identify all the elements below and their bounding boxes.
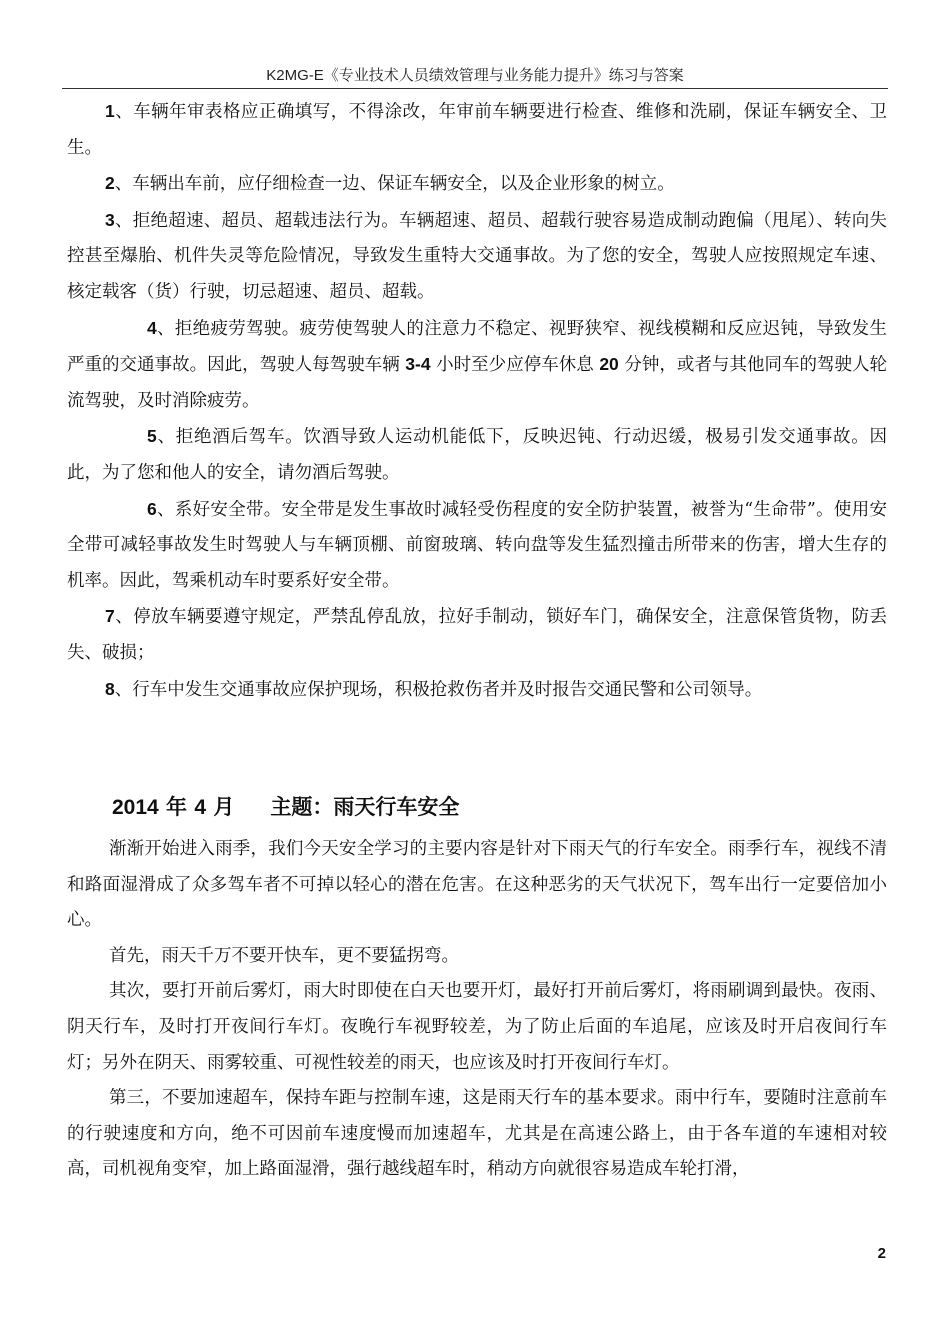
section-month-unit: 月 <box>206 794 235 820</box>
body-paragraph-4: 第三，不要加速超车，保持车距与控制车速，这是雨天行车的基本要求。雨中行车，要随时注意前车的行驶速度和方向，绝不可因前车速度慢而加速超车，尤其是在高速公路上，由于各车道的车速相对较高，司机视角变窄，加上路面湿滑，强行越线超车时，稍动方向就很容易造成车轮打滑， <box>67 1088 887 1180</box>
body-paragraph-1: 渐渐开始进入雨季，我们今天安全学习的主要内容是针对下雨天气的行车安全。雨季行车，视线不清和路面湿滑成了众多驾车者不可掉以轻心的潜在危害。在这种恶劣的天气状况下，驾车出行一定要倍加小心。 <box>67 839 887 931</box>
rule-number: 7 <box>105 606 115 627</box>
rule-item-6 <box>67 492 887 600</box>
page-header: K2MG-E《专业技术人员绩效管理与业务能力提升》练习与答案 <box>266 67 684 84</box>
section-topic: 主题：雨天行车安全 <box>270 794 460 820</box>
rule-text: 、行车中发生交通事故应保护现场，积极抢救伤者并及时报告交通民警和公司领导。 <box>114 679 763 700</box>
rule-hours: 3-4 <box>405 354 431 375</box>
rule-item-3 <box>67 203 887 311</box>
rule-number: 8 <box>105 678 115 699</box>
section-heading <box>67 788 887 826</box>
rule-text: 、车辆年审表格应正确填写，不得涂改，年审前车辆要进行检查、维修和洗刷，保证车辆安全、卫生。 <box>67 102 887 158</box>
rule-text: 、停放车辆要遵守规定，严禁乱停乱放，拉好手制动，锁好车门，确保安全，注意保管货物，防丢失、破损； <box>67 607 887 663</box>
rule-number: 3 <box>105 209 115 230</box>
rule-text: 、车辆出车前，应仔细检查一边、保证车辆安全，以及企业形象的树立。 <box>114 174 675 195</box>
rule-item-8 <box>67 672 887 709</box>
section-spacer <box>67 708 887 788</box>
rule-item-7 <box>67 599 887 671</box>
body-paragraph-3: 其次，要打开前后雾灯，雨大时即使在白天也要开灯，最好打开前后雾灯，将雨刷调到最快。夜雨、阴天行车，及时打开夜间行车灯。夜晚行车视野较差，为了防止后面的车追尾，应该及时开启夜间行车灯；另外在阴天、雨雾较重、可视性较差的雨天，也应该及时打开夜间行车灯。 <box>67 981 887 1073</box>
rule-text: 、拒绝酒后驾车。饮酒导致人运动机能低下，反映迟钝、行动迟缓，极易引发交通事故。因此，为了您和他人的安全，请勿酒后驾驶。 <box>67 427 887 483</box>
body-paragraph-2: 首先，雨天千万不要开快车，更不要猛拐弯。 <box>109 945 459 966</box>
rule-number: 5 <box>147 426 157 447</box>
header-divider <box>62 88 888 89</box>
rule-text: 、系好安全带。安全带是发生事故时减轻受伤程度的安全防护装置，被誉为“生命带”。使用安全带可减轻事故发生时驾驶人与车辆顶棚、前窗玻璃、转向盘等发生猛烈撞击所带来的伤害，增大生存的机率。因此，驾乘机动车时要系好安全带。 <box>67 499 887 591</box>
page-number: 2 <box>877 1245 886 1262</box>
rule-number: 4 <box>147 317 157 338</box>
section-year-unit: 年 <box>158 794 195 820</box>
rule-number: 2 <box>105 173 115 194</box>
rule-number: 6 <box>147 498 157 519</box>
document-content <box>67 94 887 1188</box>
rule-text: 小时至少应停车休息 <box>430 355 600 376</box>
rule-number: 1 <box>105 101 115 121</box>
rule-item-1 <box>67 94 887 166</box>
rule-text: 分钟，或者与其他同车的驾驶人轮流驾驶，及时消除疲劳。 <box>67 355 888 411</box>
rule-text: 、拒绝疲劳驾驶。疲劳使驾驶人的注意力不稳定、视野狭窄、视线模糊和反应迟钝，导致发生严重的交通事故。因此，驾驶人每驾驶车辆 <box>67 318 887 376</box>
rule-minutes: 20 <box>599 354 619 375</box>
rule-item-2 <box>67 166 887 203</box>
rule-item-5 <box>67 419 887 491</box>
section-year: 2014 <box>112 796 159 820</box>
rule-text: 、拒绝超速、超员、超载违法行为。车辆超速、超员、超载行驶容易造成制动跑偏（甩尾）、转向失控甚至爆胎、机件失灵等危险情况，导致发生重特大交通事故。为了您的安全，驾驶人应按照规定车速、核定载客（货）行驶，切忌超速、超员、超载。 <box>67 210 887 302</box>
rule-item-4 <box>67 311 887 420</box>
section-month: 4 <box>194 796 207 820</box>
